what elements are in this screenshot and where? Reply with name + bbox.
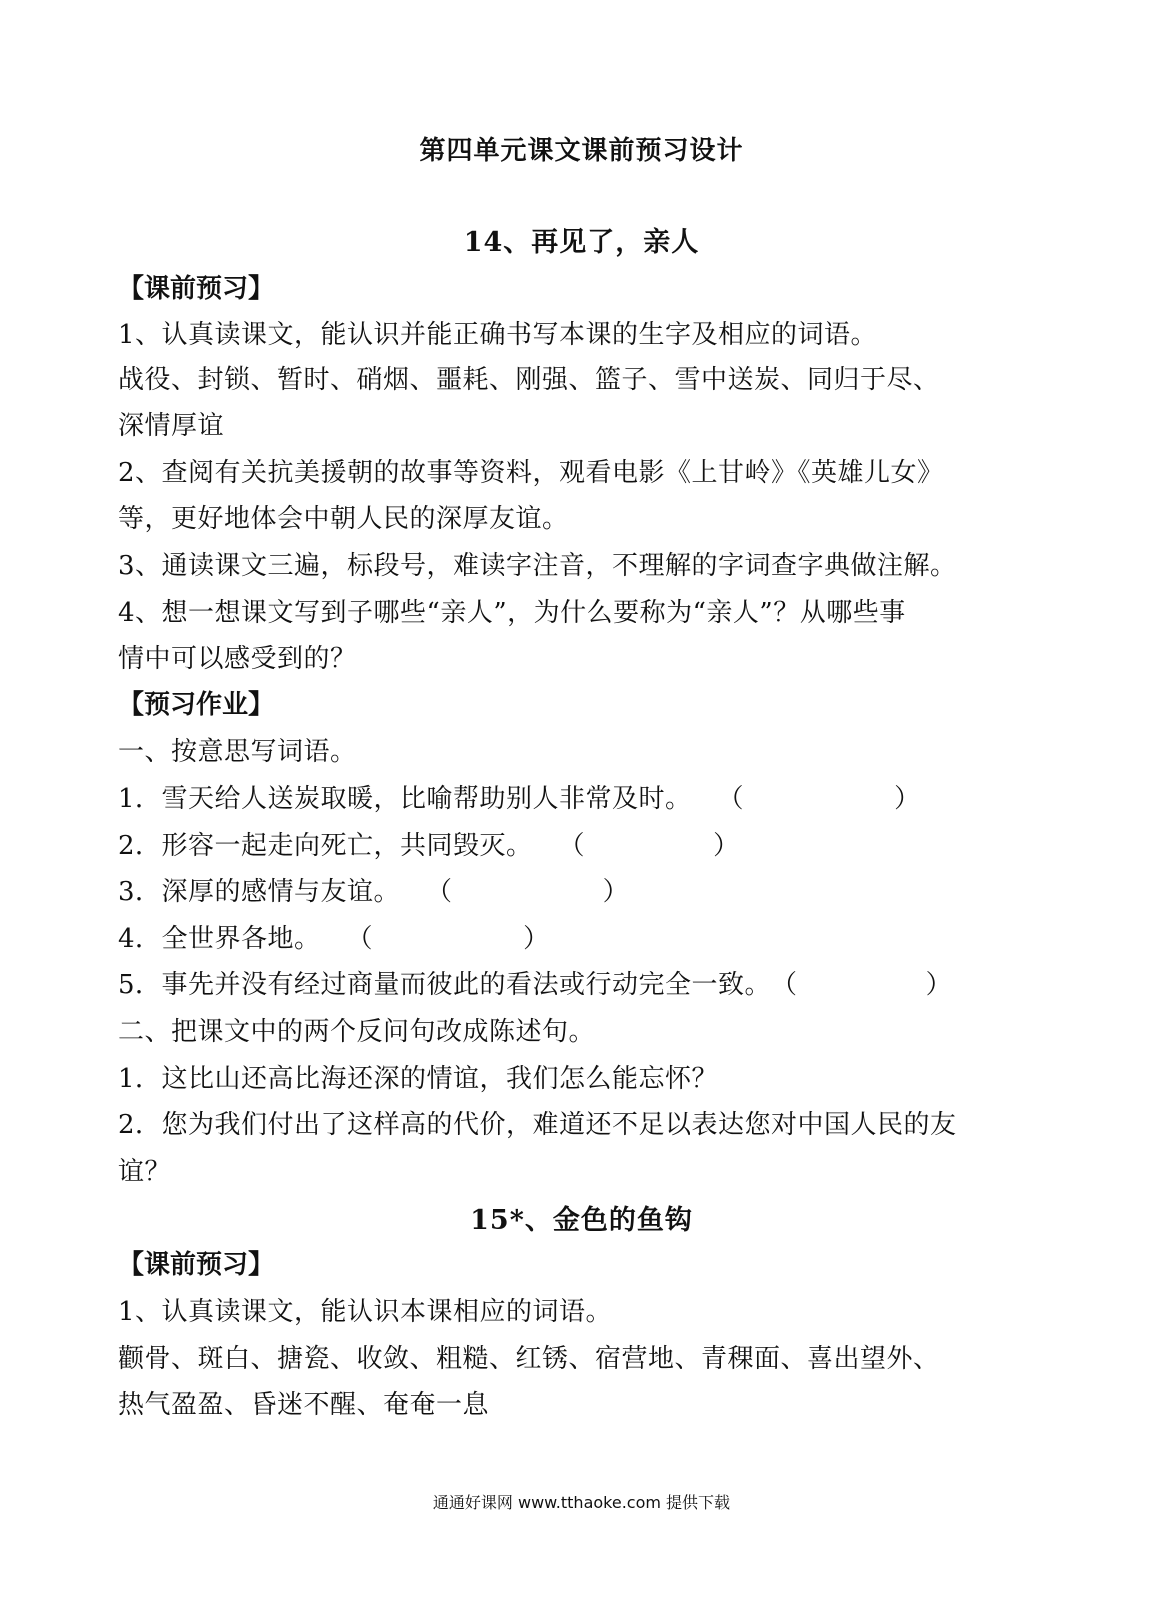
lesson-14-preview-label: 【课前预习】	[118, 274, 275, 304]
lesson-14-preview-line: 战役、封锁、暂时、硝烟、噩耗、刚强、篮子、雪中送炭、同归于尽、	[118, 365, 940, 395]
answer-close-paren: ）	[925, 970, 953, 1000]
lesson-15-heading: 15*、金色的鱼钩	[470, 1205, 693, 1236]
part-1-item-text: 1．雪天给人送炭取暖，比喻帮助别人非常及时。	[118, 784, 692, 814]
part-2-item: 2．您为我们付出了这样高的代价，难道还不足以表达您对中国人民的友	[118, 1110, 957, 1140]
part-1-item	[118, 825, 740, 862]
part-1-item	[118, 918, 550, 955]
lesson-14-preview-line: 1、认真读课文，能认识并能正确书写本课的生字及相应的词语。	[118, 320, 878, 350]
part-1-item-text: 3．深厚的感情与友谊。	[118, 877, 401, 907]
part-1-item	[118, 871, 629, 908]
answer-close-paren: ）	[523, 924, 550, 954]
part-2-item: 谊？	[118, 1157, 172, 1187]
lesson-14-preview-line: 3、通读课文三遍，标段号，难读字注音，不理解的字词查字典做注解。	[118, 551, 957, 581]
lesson-15-preview-label: 【课前预习】	[118, 1250, 275, 1280]
lesson-15-preview-line: 1、认真读课文，能认识本课相应的词语。	[118, 1297, 613, 1327]
lesson-14-preview-line: 4、想一想课文写到子哪些“亲人”，为什么要称为“亲人”？从哪些事	[118, 598, 906, 628]
lesson-14-preview-line: 2、查阅有关抗美援朝的故事等资料，观看电影《上甘岭》《英雄儿女》	[118, 458, 944, 488]
answer-open-paren: （	[771, 970, 798, 1000]
lesson-14-preview-line: 深情厚谊	[118, 411, 225, 441]
lesson-14-heading: 14、再见了，亲人	[463, 227, 700, 258]
answer-open-paren: （	[717, 784, 745, 814]
answer-open-paren: （	[558, 831, 586, 861]
part-2-title: 二、把课文中的两个反问句改成陈述句。	[118, 1017, 596, 1047]
part-1-item-text: 5．事先并没有经过商量而彼此的看法或行动完全一致。	[118, 970, 772, 1000]
part-1-item	[118, 964, 952, 1001]
part-2-item: 1．这比山还高比海还深的情谊，我们怎么能忘怀？	[118, 1064, 719, 1094]
part-1-title: 一、按意思写词语。	[118, 737, 357, 767]
page-footer: 通通好课网 www.tthaoke.com 提供下载	[432, 1493, 731, 1512]
part-1-item-text: 2．形容一起走向死亡，共同毁灭。	[118, 831, 533, 861]
answer-open-paren: （	[346, 924, 374, 954]
answer-close-paren: ）	[894, 784, 921, 814]
part-1-item	[118, 778, 921, 815]
part-1-item-text: 4．全世界各地。	[118, 924, 321, 954]
answer-close-paren: ）	[713, 831, 740, 861]
lesson-15-preview-line: 热气盈盈、昏迷不醒、奄奄一息	[118, 1390, 490, 1420]
answer-close-paren: ）	[602, 877, 630, 907]
lesson-14-homework-label: 【预习作业】	[118, 690, 275, 720]
lesson-14-preview-line: 等，更好地体会中朝人民的深厚友谊。	[118, 504, 569, 534]
document-title: 第四单元课文课前预习设计	[419, 136, 744, 166]
answer-open-paren: （	[426, 877, 453, 907]
lesson-14-preview-line: 情中可以感受到的？	[118, 644, 357, 674]
lesson-15-preview-line: 颧骨、斑白、搪瓷、收敛、粗糙、红锈、宿营地、青稞面、喜出望外、	[118, 1344, 940, 1374]
